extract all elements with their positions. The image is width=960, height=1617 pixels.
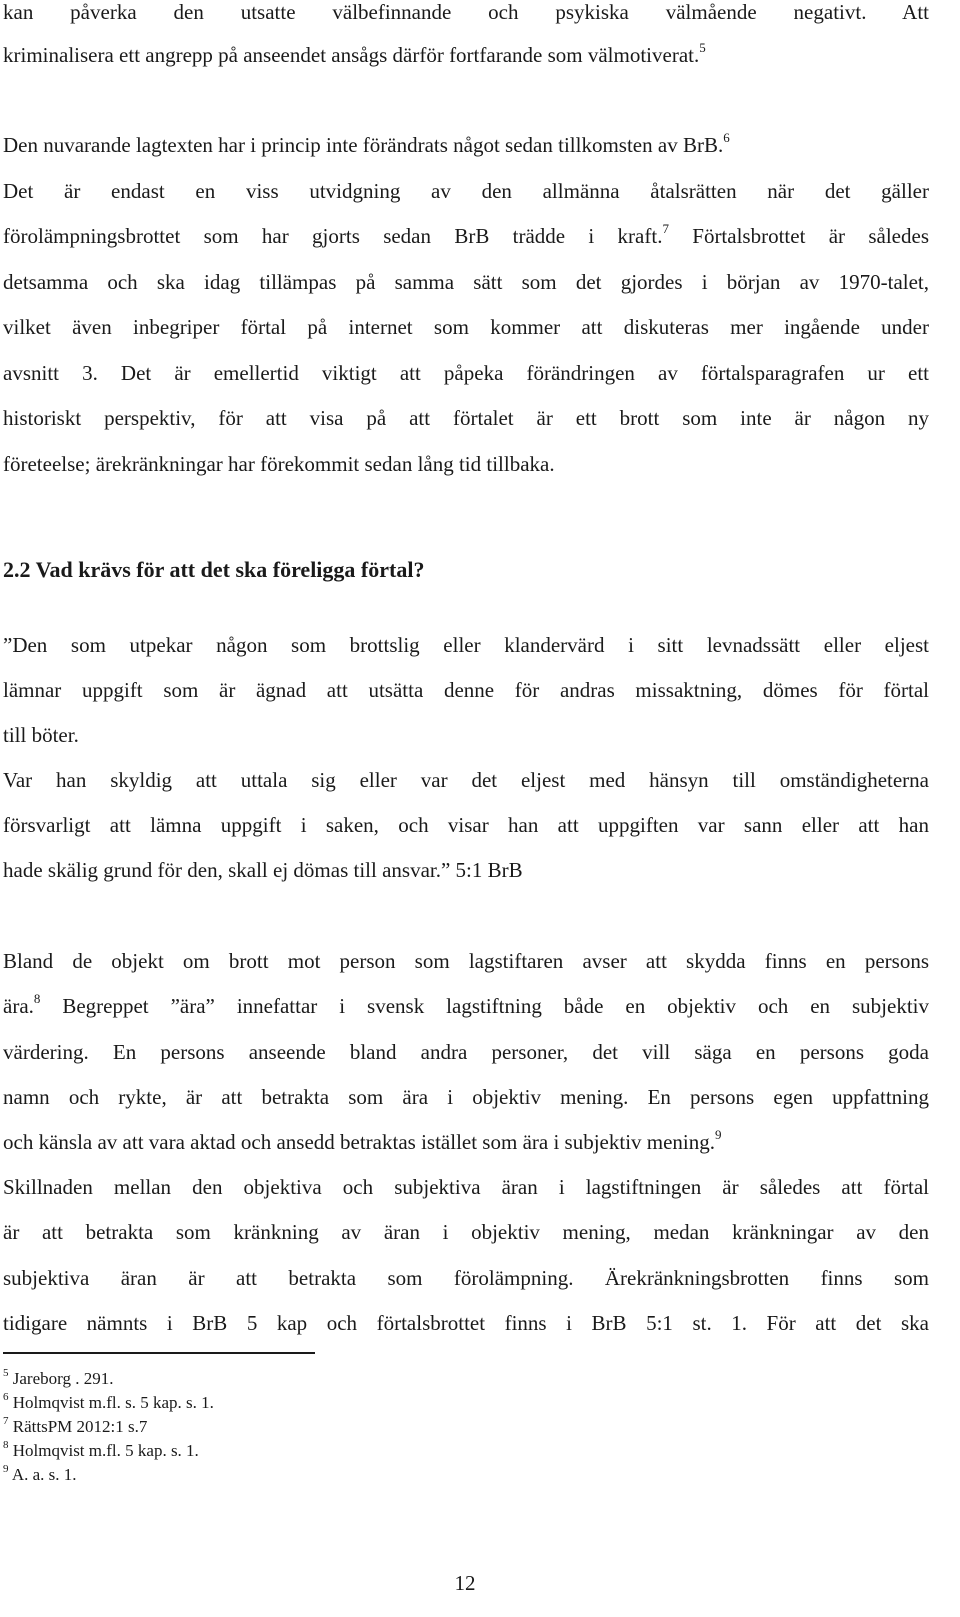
body-line: kan påverka den utsatte välbefinnande och psykiska välmående negativt. Att: [3, 0, 929, 24]
body-line: värdering. En persons anseende bland andra personer, det vill säga en persons goda: [3, 1040, 929, 1064]
body-line: är att betrakta som kränkning av äran i objektiv mening, medan kränkningar av den: [3, 1220, 929, 1244]
body-line: kriminalisera ett angrepp på anseendet ansågs därför fortfarande som välmotiverat.$^5$: [3, 40, 706, 67]
footnote-number: 5: [3, 1367, 9, 1380]
body-line: företeelse; ärekränkningar har förekommit sedan lång tid tillbaka.: [3, 452, 555, 476]
footnote: $^7$ RättsPM 2012:1 s.7: [3, 1415, 148, 1436]
footnote-ref: 9: [715, 1127, 722, 1142]
body-line: ära.$^8$ Begreppet ”ära” innefattar i svensk lagstiftning både en objektiv och en subjektiv: [3, 991, 929, 1018]
section-heading: 2.2 Vad krävs för att det ska föreligga förtal?: [3, 557, 425, 582]
page-number: 12: [454, 1571, 476, 1595]
body-line: och känsla av att vara aktad och ansedd betraktas istället som ära i subjektiv mening.$^9$: [3, 1127, 722, 1154]
body-line: Det är endast en viss utvidgning av den allmänna åtalsrätten när det gäller: [3, 179, 929, 203]
body-line: historiskt perspektiv, för att visa på att förtalet är ett brott som inte är någon ny: [3, 406, 929, 430]
footnote-number: 9: [3, 1463, 9, 1476]
body-line: Skillnaden mellan den objektiva och subjektiva äran i lagstiftningen är således att förtal: [3, 1175, 929, 1199]
body-line: Den nuvarande lagtexten har i princip inte förändrats något sedan tillkomsten av BrB.$^6$: [3, 130, 730, 157]
footnote-ref: 7: [662, 221, 669, 236]
quote-line: hade skälig grund för den, skall ej dömas till ansvar.” 5:1 BrB: [3, 858, 523, 882]
footnote-number: 7: [3, 1415, 9, 1428]
footnote: $^5$ Jareborg . 291.: [3, 1367, 114, 1388]
footnote-number: 6: [3, 1391, 9, 1404]
footnote-number: 8: [3, 1439, 9, 1452]
footnote: $^8$ Holmqvist m.fl. 5 kap. s. 1.: [3, 1439, 199, 1460]
quote-line: Var han skyldig att uttala sig eller var det eljest med hänsyn till omständigheterna: [3, 768, 929, 792]
footnote-ref: 8: [33, 991, 41, 1006]
footnote-separator: [3, 1352, 315, 1354]
body-line: detsamma och ska idag tillämpas på samma sätt som det gjordes i början av 1970-talet,: [3, 270, 929, 294]
quote-line: försvarligt att lämna uppgift i saken, och visar han att uppgiften var sann eller att han: [3, 813, 929, 837]
footnote-ref: 6: [723, 130, 730, 145]
footnote: $^6$ Holmqvist m.fl. s. 5 kap. s. 1.: [3, 1391, 214, 1412]
body-line: Bland de objekt om brott mot person som lagstiftaren avser att skydda finns en persons: [3, 949, 929, 973]
body-line: namn och rykte, är att betrakta som ära i objektiv mening. En persons egen uppfattning: [3, 1085, 929, 1109]
footnote: $^9$ A. a. s. 1.: [3, 1463, 77, 1484]
body-line: förolämpningsbrottet som har gjorts sedan BrB trädde i kraft.$^7$ Förtalsbrottet är således: [3, 221, 929, 248]
footnote-ref: 5: [699, 40, 706, 55]
quote-line: till böter.: [3, 723, 79, 747]
body-line: vilket även inbegriper förtal på internet som kommer att diskuteras mer ingående under: [3, 315, 929, 339]
body-line: tidigare nämnts i BrB 5 kap och förtalsbrottet finns i BrB 5:1 st. 1. För att det ska: [3, 1311, 929, 1335]
quote-line: lämnar uppgift som är ägnad att utsätta denne för andras missaktning, dömes för förtal: [3, 678, 929, 702]
quote-line: ”Den som utpekar någon som brottslig eller klandervärd i sitt levnadssätt eller eljest: [3, 633, 929, 657]
body-line: subjektiva äran är att betrakta som förolämpning. Ärekränkningsbrotten finns som: [3, 1266, 929, 1290]
body-line: avsnitt 3. Det är emellertid viktigt att påpeka förändringen av förtalsparagrafen ur ett: [3, 361, 929, 385]
